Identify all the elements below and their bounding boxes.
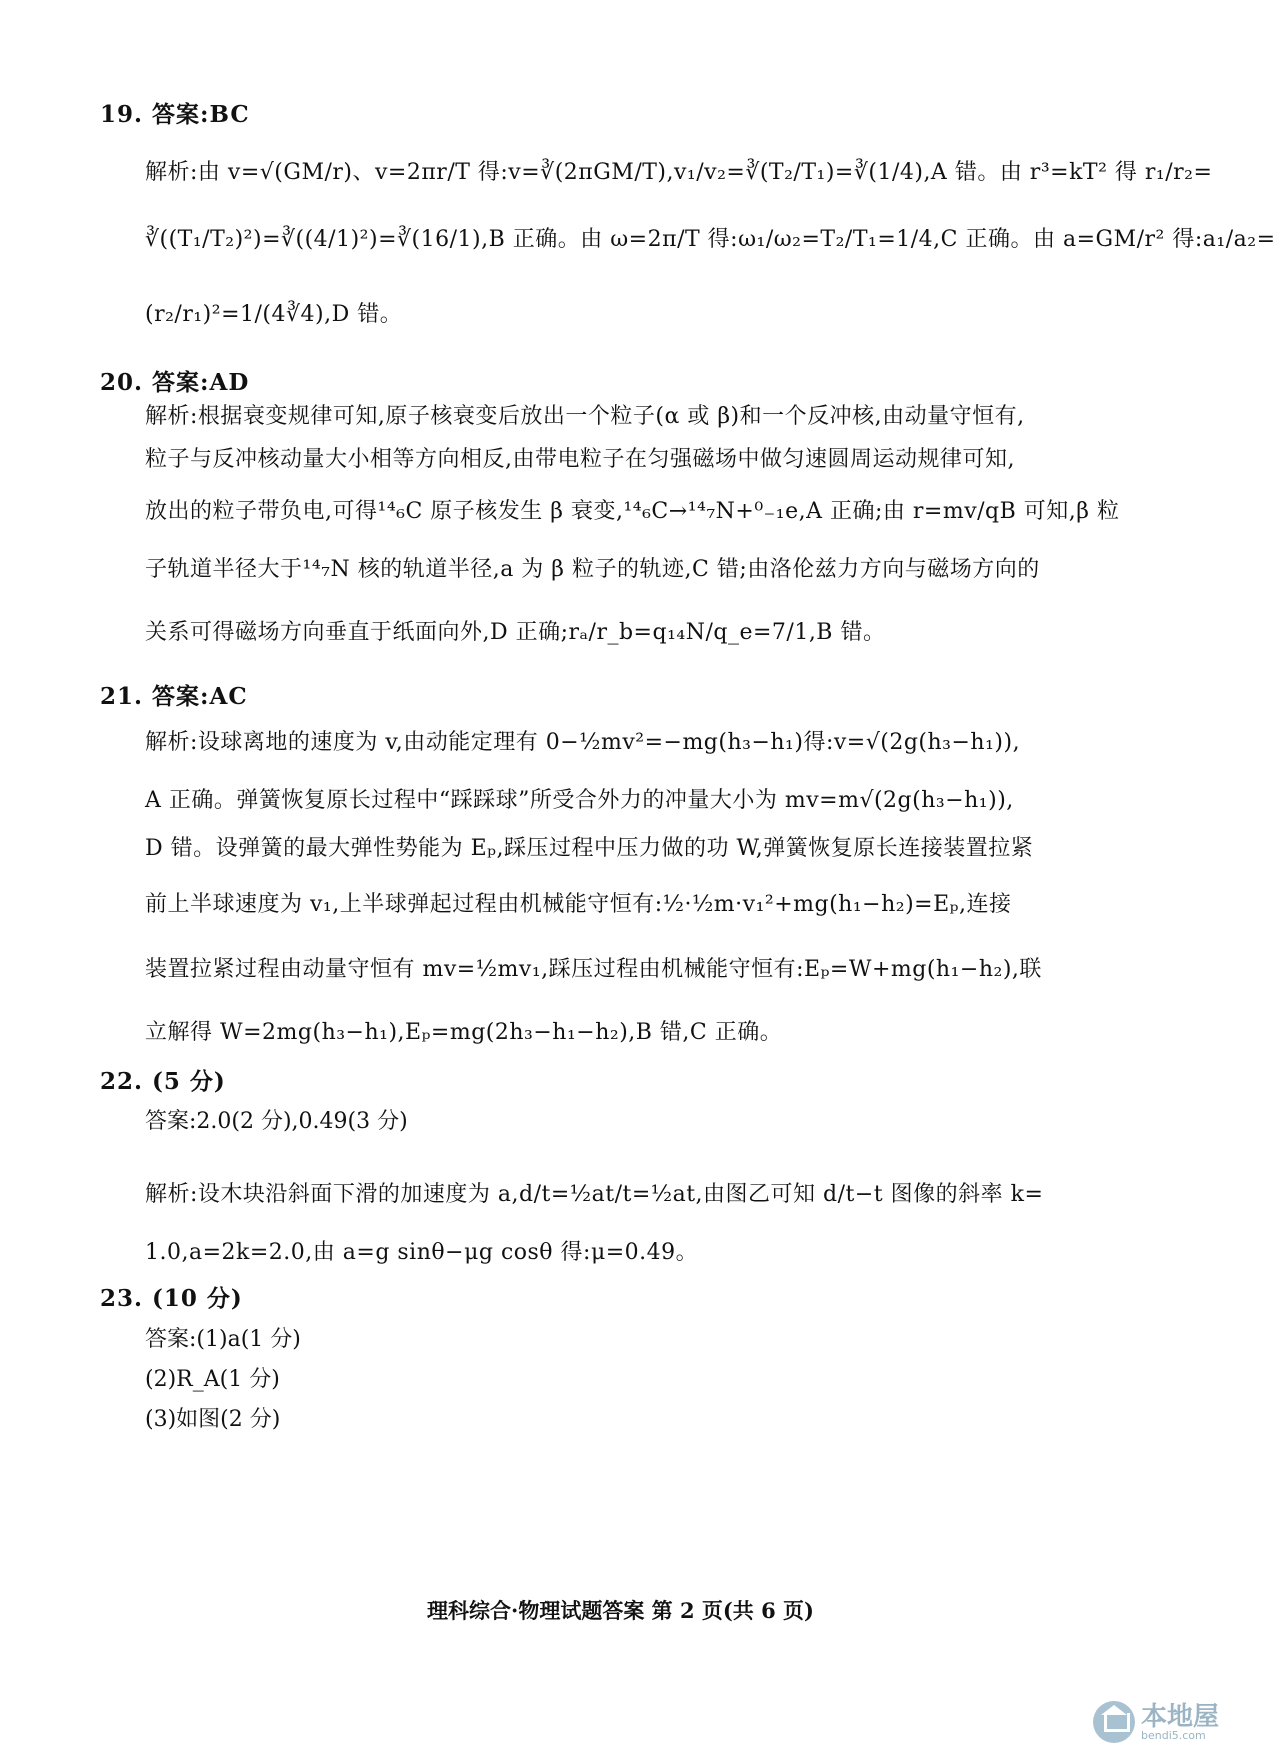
q23-answer-1: 答案:(1)a(1 分) [145,1327,301,1352]
q20-line-4: 子轨道半径大于¹⁴₇N 核的轨道半径,a 为 β 粒子的轨迹,C 错;由洛伦兹力方向与磁场方向的 [145,557,1040,582]
q21-line-3: D 错。设弹簧的最大弹性势能为 Eₚ,踩压过程中压力做的功 W,弹簧恢复原长连接装置拉紧 [145,836,1034,861]
q19-line-1: 解析:由 v=√(GM/r)、v=2πr/T 得:v=∛(2πGM/T),v₁/v₂=∛(T₂/T₁)=∛(1/4),A 错。由 r³=kT² 得 r₁/r₂= [145,160,1213,185]
q23-header: 23. (10 分) [100,1285,243,1312]
q20-line-5: 关系可得磁场方向垂直于纸面向外,D 正确;rₐ/r_b=q₁₄N/q_e=7/1,B 错。 [145,620,886,645]
q20-line-2: 粒子与反冲核动量大小相等方向相反,由带电粒子在匀强磁场中做匀速圆周运动规律可知, [145,447,1015,472]
q20-line-1: 解析:根据衰变规律可知,原子核衰变后放出一个粒子(α 或 β)和一个反冲核,由动量守恒有, [145,404,1025,429]
q21-line-5: 装置拉紧过程由动量守恒有 mv=½mv₁,踩压过程由机械能守恒有:Eₚ=W+mg(h₁−h₂),联 [145,957,1042,982]
q23-answer-2: (2)R_A(1 分) [145,1367,280,1392]
q23-answer-3: (3)如图(2 分) [145,1407,281,1432]
q21-line-1: 解析:设球离地的速度为 v,由动能定理有 0−½mv²=−mg(h₃−h₁)得:v=√(2g(h₃−h₁)), [145,730,1021,755]
page-footer: 理科综合·物理试题答案 第 2 页(共 6 页) [427,1598,814,1623]
q21-header: 21. 答案:AC [100,683,248,710]
q22-header: 22. (5 分) [100,1068,226,1095]
q22-answer: 答案:2.0(2 分),0.49(3 分) [145,1109,408,1134]
q22-line-2: 1.0,a=2k=2.0,由 a=g sinθ−μg cosθ 得:μ=0.49。 [145,1240,699,1265]
site-watermark [1093,1701,1219,1743]
q20-line-3: 放出的粒子带负电,可得¹⁴₆C 原子核发生 β 衰变,¹⁴₆C→¹⁴₇N+⁰₋₁e,A 正确;由 r=mv/qB 可知,β 粒 [145,499,1120,524]
house-logo-icon [1093,1701,1135,1743]
q22-line-1: 解析:设木块沿斜面下滑的加速度为 a,d/t=½at/t=½at,由图乙可知 d/t−t 图像的斜率 k= [145,1182,1044,1207]
watermark-title: 本地屋 [1140,1701,1219,1732]
watermark-url: bendi5.com [1140,1728,1206,1742]
q21-line-2: A 正确。弹簧恢复原长过程中“踩踩球”所受合外力的冲量大小为 mv=m√(2g(h₃−h₁)), [145,788,1014,813]
q20-header: 20. 答案:AD [100,369,250,396]
q19-line-2: ∛((T₁/T₂)²)=∛((4/1)²)=∛(16/1),B 正确。由 ω=2π/T 得:ω₁/ω₂=T₂/T₁=1/4,C 正确。由 a=GM/r² 得:a₁/a₂= [145,227,1276,252]
q21-line-6: 立解得 W=2mg(h₃−h₁),Eₚ=mg(2h₃−h₁−h₂),B 错,C 正确。 [145,1020,783,1045]
q19-line-3: (r₂/r₁)²=1/(4∛4),D 错。 [145,302,403,327]
q21-line-4: 前上半球速度为 v₁,上半球弹起过程由机械能守恒有:½·½m·v₁²+mg(h₁−h₂)=Eₚ,连接 [145,892,1012,917]
q19-header: 19. 答案:BC [100,101,250,128]
